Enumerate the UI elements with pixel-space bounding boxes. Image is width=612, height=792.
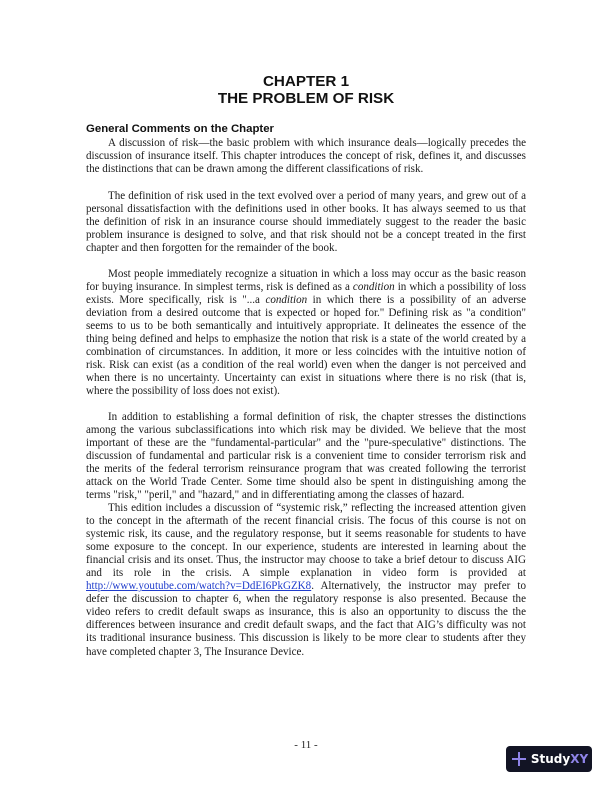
text-line: This edition includes a discussion of “systemic risk,” reflecting the increased attention given (108, 502, 526, 514)
text-line: A discussion of risk—the basic problem with which insurance deals—logically precedes the (108, 137, 526, 149)
text-line: have completed chapter 3, The Insurance Device. (86, 645, 305, 658)
text-line: important of these are the "fundamental-particular" and the "pure-speculative" distinctions. The (86, 437, 526, 450)
section-heading: General Comments on the Chapter (86, 123, 274, 135)
text-line: problem insurance is designed to solve, and that risk should not be a concept treated in the first (86, 229, 526, 242)
text-line: personal dissatisfaction with the definitions used in other books. It has always seemed to us that (86, 203, 526, 216)
text-line: Most people immediately recognize a situation in which a loss may occur as the basic reason (108, 268, 526, 280)
paragraph (86, 411, 526, 502)
text-line: exists. More specifically, risk is "...a condition in which there is a possibility of an adverse (86, 294, 526, 307)
brand-primary: Study (530, 752, 571, 766)
text-line: The definition of risk used in the text evolved over a period of many years, and grew out of a (108, 190, 526, 202)
text-line: defer the discussion to chapter 6, when the regulatory response is also presented. Because the (86, 593, 526, 606)
text-line: In addition to establishing a formal definition of risk, the chapter stresses the distinctions (108, 411, 526, 423)
text-line: financial crisis and its onset. Thus, the instructor may choose to take a brief detour to discuss AIG (86, 554, 526, 567)
text-line: differences between insurance and credit default swaps, and the fact that AIG’s difficulty was not (86, 619, 526, 632)
studyxy-watermark-badge[interactable] (506, 746, 592, 772)
text-line: video refers to credit default swaps as insurance, this is also an opportunity to discuss the the (86, 606, 526, 619)
video-link[interactable]: http://www.youtube.com/watch?v=DdEI6PkGZK8 (86, 580, 312, 593)
text-line: thing being defined and helps to emphasize the notion that risk is a state of the world created by a (86, 333, 526, 346)
text-line: the definition of risk in an insurance course should immediately suggest to the reader the basic (86, 216, 526, 229)
text-line: discussion of fundamental and particular risk is a convenient time to consider terrorism risk and (86, 450, 526, 463)
paragraph (86, 137, 526, 176)
text-line: where the possibility of loss does not exist). (86, 385, 280, 398)
text-line: attack on the World Trade Center. Some time should also be spent in distinguishing among the (86, 476, 526, 489)
text-line: when there is no uncertainty. Uncertainty can exist in situations where there is no risk (that is, (86, 372, 526, 385)
chapter-title: THE PROBLEM OF RISK (217, 90, 395, 107)
plus-icon (512, 752, 526, 766)
text-line: risk. Risk can exist (as a condition of the real world) even when the danger is not perceived and (86, 359, 526, 372)
text-line: among the various subclassifications into which risk may be divided. We believe that the most (86, 424, 526, 437)
text-line: discussion of insurance itself. This chapter introduces the concept of risk, defines it, and discusses (86, 150, 526, 163)
text-line: seems to us to be both semantically and intuitively appropriate. It delineates the essence of the (86, 320, 526, 333)
text-line: chapter and then forgotten for the remainder of the book. (86, 242, 338, 255)
brand-accent: XY (570, 752, 589, 766)
page-number: - 11 - (294, 739, 318, 751)
text-line: some exposure to the concept. In our experience, students are interested in learning about the (86, 541, 526, 554)
chapter-title-block (0, 73, 612, 107)
text-line: the merits of the federal terrorism reinsurance program that was created following the terrorist (86, 463, 526, 476)
text-line: systemic risk, its cause, and the regulatory response, but it seems reasonable for students to have (86, 528, 526, 541)
chapter-label: CHAPTER 1 (262, 73, 350, 90)
text-line: terms "risk," "peril," and "hazard," and in differentiating among the classes of hazard. (86, 489, 465, 502)
text-line: http://www.youtube.com/watch?v=DdEI6PkGZK8. Alternatively, the instructor may prefer to (86, 580, 526, 593)
paragraph (86, 190, 526, 255)
paragraph (86, 502, 526, 659)
paragraph (86, 268, 526, 398)
text-line: to the concept in the aftermath of the recent financial crisis. The focus of this course is not on (86, 515, 526, 528)
emphasized-term: condition (352, 281, 395, 294)
text-line: combination of circumstances. In addition, it more or less coincides with the intuitive notion of (86, 346, 526, 359)
text-line: its traditional insurance business. This discussion is likely to be more clear to students after they (86, 632, 526, 645)
text-line: the distinctions that can be drawn among the different classifications of risk. (86, 163, 424, 176)
text-line: and its role in the crisis. A simple explanation in video form is provided at (86, 567, 526, 580)
text-line: deviation from a desired outcome that is expected or hoped for." Defining risk as "a condition" (86, 307, 526, 320)
text-line: for buying insurance. In simplest terms, risk is defined as a condition in which a possibility of loss (86, 281, 526, 294)
emphasized-term: condition (265, 294, 308, 307)
